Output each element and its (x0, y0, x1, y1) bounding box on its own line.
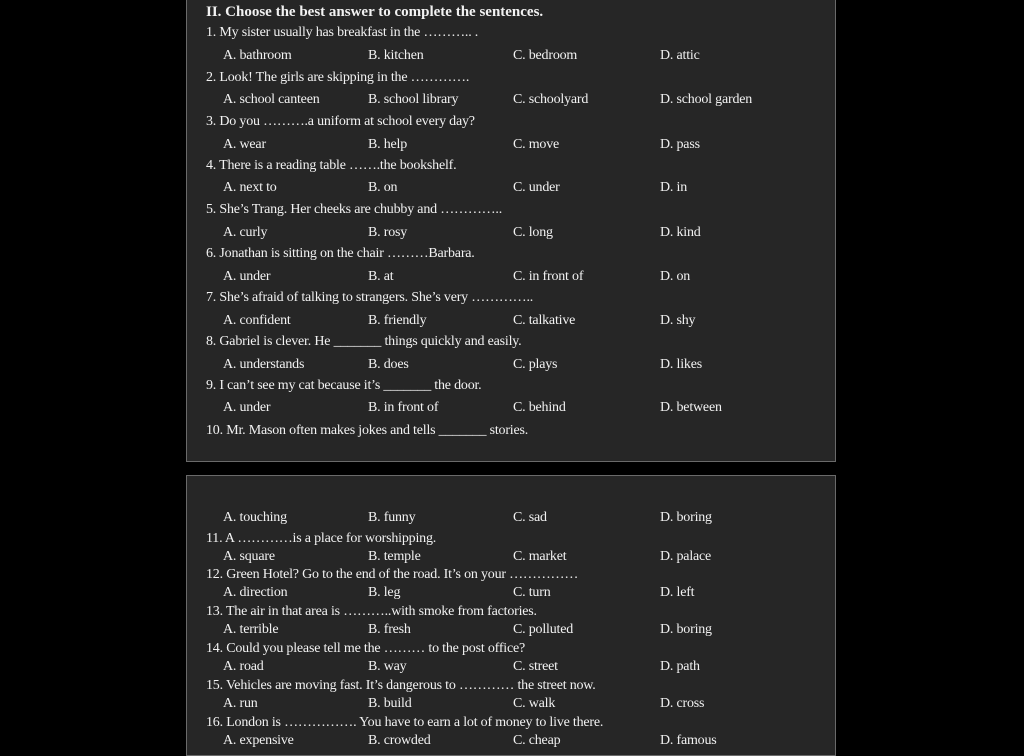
q9-option-d: D. between (660, 400, 722, 415)
q5-option-b: B. rosy (368, 225, 408, 240)
q4-option-d: D. in (660, 180, 688, 195)
q7-option-c: C. talkative (513, 313, 576, 328)
q8-option-c: C. plays (513, 357, 558, 372)
q5-option-d: D. kind (660, 225, 701, 240)
question-10: 10. Mr. Mason often makes jokes and tells _______ stories. (206, 423, 529, 438)
question-14: 14. Could you please tell me the ……… to the post office? (206, 641, 526, 656)
q10-option-b: B. funny (368, 510, 416, 525)
worksheet-page-1 (186, 0, 836, 462)
question-7: 7. She’s afraid of talking to strangers. She’s very ………….. (206, 290, 534, 305)
q16-option-b: B. crowded (368, 733, 431, 748)
q16-option-c: C. cheap (513, 733, 561, 748)
question-6: 6. Jonathan is sitting on the chair ………Barbara. (206, 246, 475, 261)
question-9: 9. I can’t see my cat because it’s _______ the door. (206, 378, 482, 393)
q6-option-c: C. in front of (513, 269, 584, 284)
question-11: 11. A …………is a place for worshipping. (206, 531, 437, 546)
question-3: 3. Do you ……….a uniform at school every day? (206, 114, 475, 129)
q16-option-a: A. expensive (223, 733, 294, 748)
q12-option-c: C. turn (513, 585, 551, 600)
q12-option-a: A. direction (223, 585, 288, 600)
question-12: 12. Green Hotel? Go to the end of the road. It’s on your …………… (206, 567, 579, 582)
question-1: 1. My sister usually has breakfast in the ……….. . (206, 25, 479, 40)
q13-option-b: B. fresh (368, 622, 411, 637)
q11-option-d: D. palace (660, 549, 712, 564)
q1-option-c: C. bedroom (513, 48, 578, 63)
q14-option-d: D. path (660, 659, 700, 674)
q4-option-b: B. on (368, 180, 398, 195)
question-15: 15. Vehicles are moving fast. It’s dangerous to ………… the street now. (206, 678, 596, 693)
q8-option-d: D. likes (660, 357, 702, 372)
question-8: 8. Gabriel is clever. He _______ things quickly and easily. (206, 334, 522, 349)
q1-option-a: A. bathroom (223, 48, 292, 63)
q10-option-c: C. sad (513, 510, 547, 525)
q12-option-b: B. leg (368, 585, 401, 600)
q6-option-a: A. under (223, 269, 271, 284)
worksheet-page-2 (186, 475, 836, 756)
q4-option-a: A. next to (223, 180, 277, 195)
q13-option-d: D. boring (660, 622, 712, 637)
question-13: 13. The air in that area is ………..with smoke from factories. (206, 604, 537, 619)
question-5: 5. She’s Trang. Her cheeks are chubby and ………….. (206, 202, 503, 217)
q8-option-a: A. understands (223, 357, 305, 372)
q5-option-c: C. long (513, 225, 553, 240)
q7-option-b: B. friendly (368, 313, 427, 328)
q2-option-a: A. school canteen (223, 92, 320, 107)
q9-option-c: C. behind (513, 400, 566, 415)
q14-option-a: A. road (223, 659, 264, 674)
q3-option-a: A. wear (223, 137, 266, 152)
q15-option-c: C. walk (513, 696, 556, 711)
q7-option-d: D. shy (660, 313, 696, 328)
q10-option-a: A. touching (223, 510, 287, 525)
q11-option-a: A. square (223, 549, 275, 564)
q13-option-a: A. terrible (223, 622, 279, 637)
q3-option-b: B. help (368, 137, 408, 152)
q16-option-d: D. famous (660, 733, 717, 748)
q6-option-b: B. at (368, 269, 394, 284)
section-title: II. Choose the best answer to complete the sentences. (206, 4, 544, 20)
q14-option-c: C. street (513, 659, 558, 674)
q11-option-b: B. temple (368, 549, 421, 564)
q1-option-d: D. attic (660, 48, 700, 63)
q3-option-c: C. move (513, 137, 560, 152)
q2-option-d: D. school garden (660, 92, 753, 107)
question-16: 16. London is ……………. You have to earn a lot of money to live there. (206, 715, 604, 730)
q3-option-d: D. pass (660, 137, 700, 152)
q7-option-a: A. confident (223, 313, 291, 328)
q2-option-c: C. schoolyard (513, 92, 589, 107)
q9-option-a: A. under (223, 400, 271, 415)
q6-option-d: D. on (660, 269, 691, 284)
q12-option-d: D. left (660, 585, 695, 600)
q15-option-a: A. run (223, 696, 258, 711)
q4-option-c: C. under (513, 180, 560, 195)
q15-option-b: B. build (368, 696, 412, 711)
q5-option-a: A. curly (223, 225, 268, 240)
q13-option-c: C. polluted (513, 622, 574, 637)
q15-option-d: D. cross (660, 696, 705, 711)
q10-option-d: D. boring (660, 510, 712, 525)
q9-option-b: B. in front of (368, 400, 439, 415)
question-4: 4. There is a reading table …….the bookshelf. (206, 158, 457, 173)
q11-option-c: C. market (513, 549, 567, 564)
q2-option-b: B. school library (368, 92, 459, 107)
q14-option-b: B. way (368, 659, 407, 674)
q1-option-b: B. kitchen (368, 48, 424, 63)
question-2: 2. Look! The girls are skipping in the …………. (206, 70, 470, 85)
q8-option-b: B. does (368, 357, 409, 372)
